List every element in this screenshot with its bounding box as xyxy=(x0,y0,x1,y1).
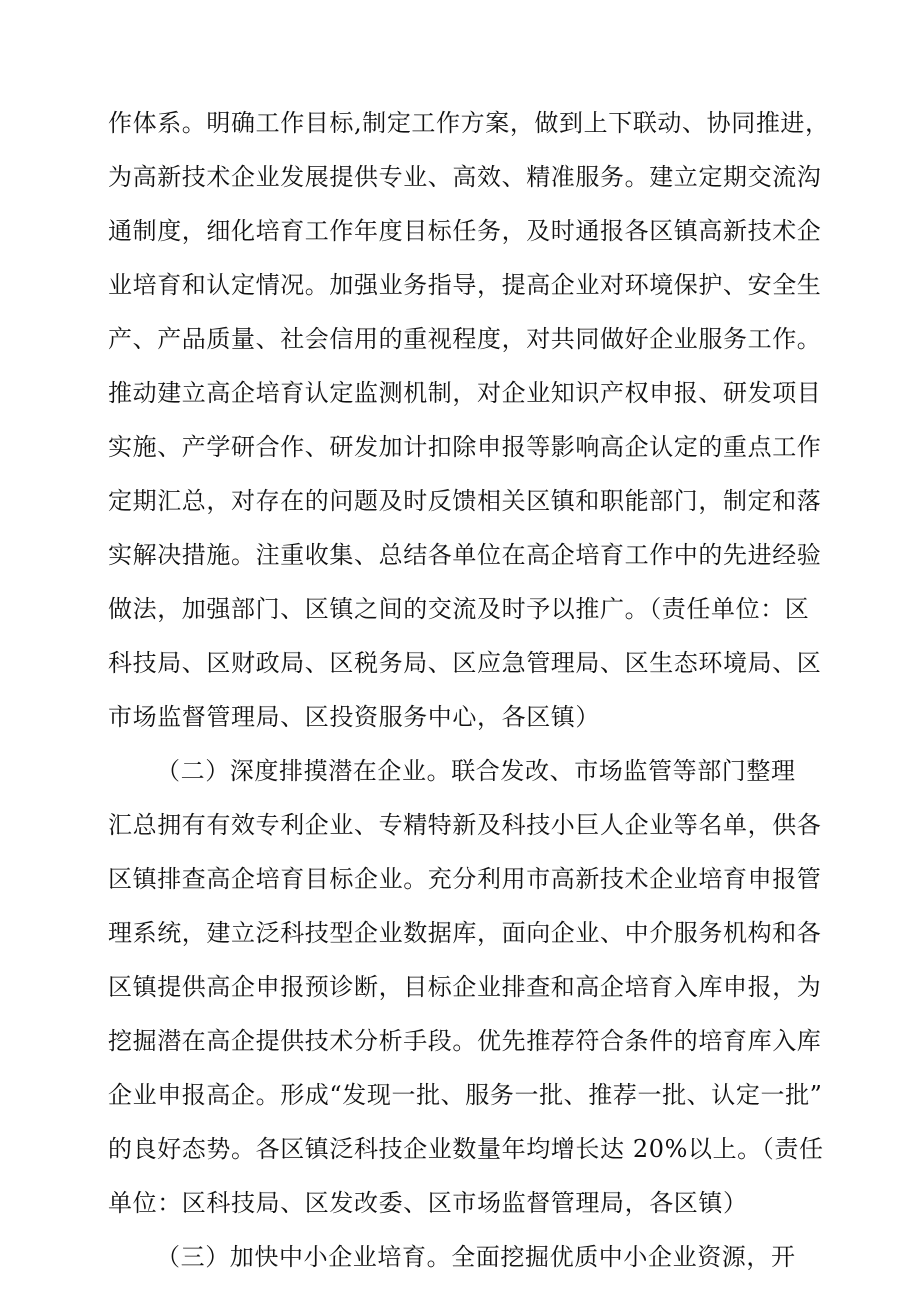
text-line: 定期汇总，对存在的问题及时反馈相关区镇和职能部门，制定和落 xyxy=(108,487,822,515)
text-line: 区镇排查高企培育目标企业。充分利用市高新技术企业培育申报管 xyxy=(108,865,822,893)
section-heading-line: （二）深度排摸潜在企业。联合发改、市场监管等部门整理 xyxy=(156,757,796,785)
text-line: 挖掘潜在高企提供技术分析手段。优先推荐符合条件的培育库入库 xyxy=(108,1027,822,1055)
body-text xyxy=(108,96,830,1284)
text-line: 实施、产学研合作、研发加计扣除申报等影响高企认定的重点工作 xyxy=(108,433,822,461)
section-heading-line: （三）加快中小企业培育。全面挖掘优质中小企业资源，开 xyxy=(156,1243,796,1271)
text-line: 实解决措施。注重收集、总结各单位在高企培育工作中的先进经验 xyxy=(108,541,822,569)
text-line: 单位：区科技局、区发改委、区市场监督管理局，各区镇） xyxy=(108,1189,748,1217)
text-line: 作体系。明确工作目标,制定工作方案，做到上下联动、协同推进， xyxy=(108,109,830,137)
text-line: 推动建立高企培育认定监测机制，对企业知识产权申报、研发项目 xyxy=(108,379,822,407)
text-line: 汇总拥有有效专利企业、专精特新及科技小巨人企业等名单，供各 xyxy=(108,811,822,839)
text-line: 业培育和认定情况。加强业务指导，提高企业对环境保护、安全生 xyxy=(108,271,822,299)
text-line: 区镇提供高企申报预诊断，目标企业排查和高企培育入库申报，为 xyxy=(108,973,822,1001)
text-line: 科技局、区财政局、区税务局、区应急管理局、区生态环境局、区 xyxy=(108,649,822,677)
text-line: 产、产品质量、社会信用的重视程度，对共同做好企业服务工作。 xyxy=(108,325,822,353)
text-line: 做法，加强部门、区镇之间的交流及时予以推广。（责任单位：区 xyxy=(108,595,810,623)
text-line: 为高新技术企业发展提供专业、高效、精准服务。建立定期交流沟 xyxy=(108,163,822,191)
text-line: 理系统，建立泛科技型企业数据库，面向企业、中介服务机构和各 xyxy=(108,919,822,947)
text-line: 的良好态势。各区镇泛科技企业数量年均增长达 20%以上。（责任 xyxy=(108,1135,824,1163)
text-line: 企业申报高企。形成“发现一批、服务一批、推荐一批、认定一批” xyxy=(108,1081,823,1109)
text-line: 市场监督管理局、区投资服务中心，各区镇） xyxy=(108,703,600,731)
text-line: 通制度，细化培育工作年度目标任务，及时通报各区镇高新技术企 xyxy=(108,217,822,245)
